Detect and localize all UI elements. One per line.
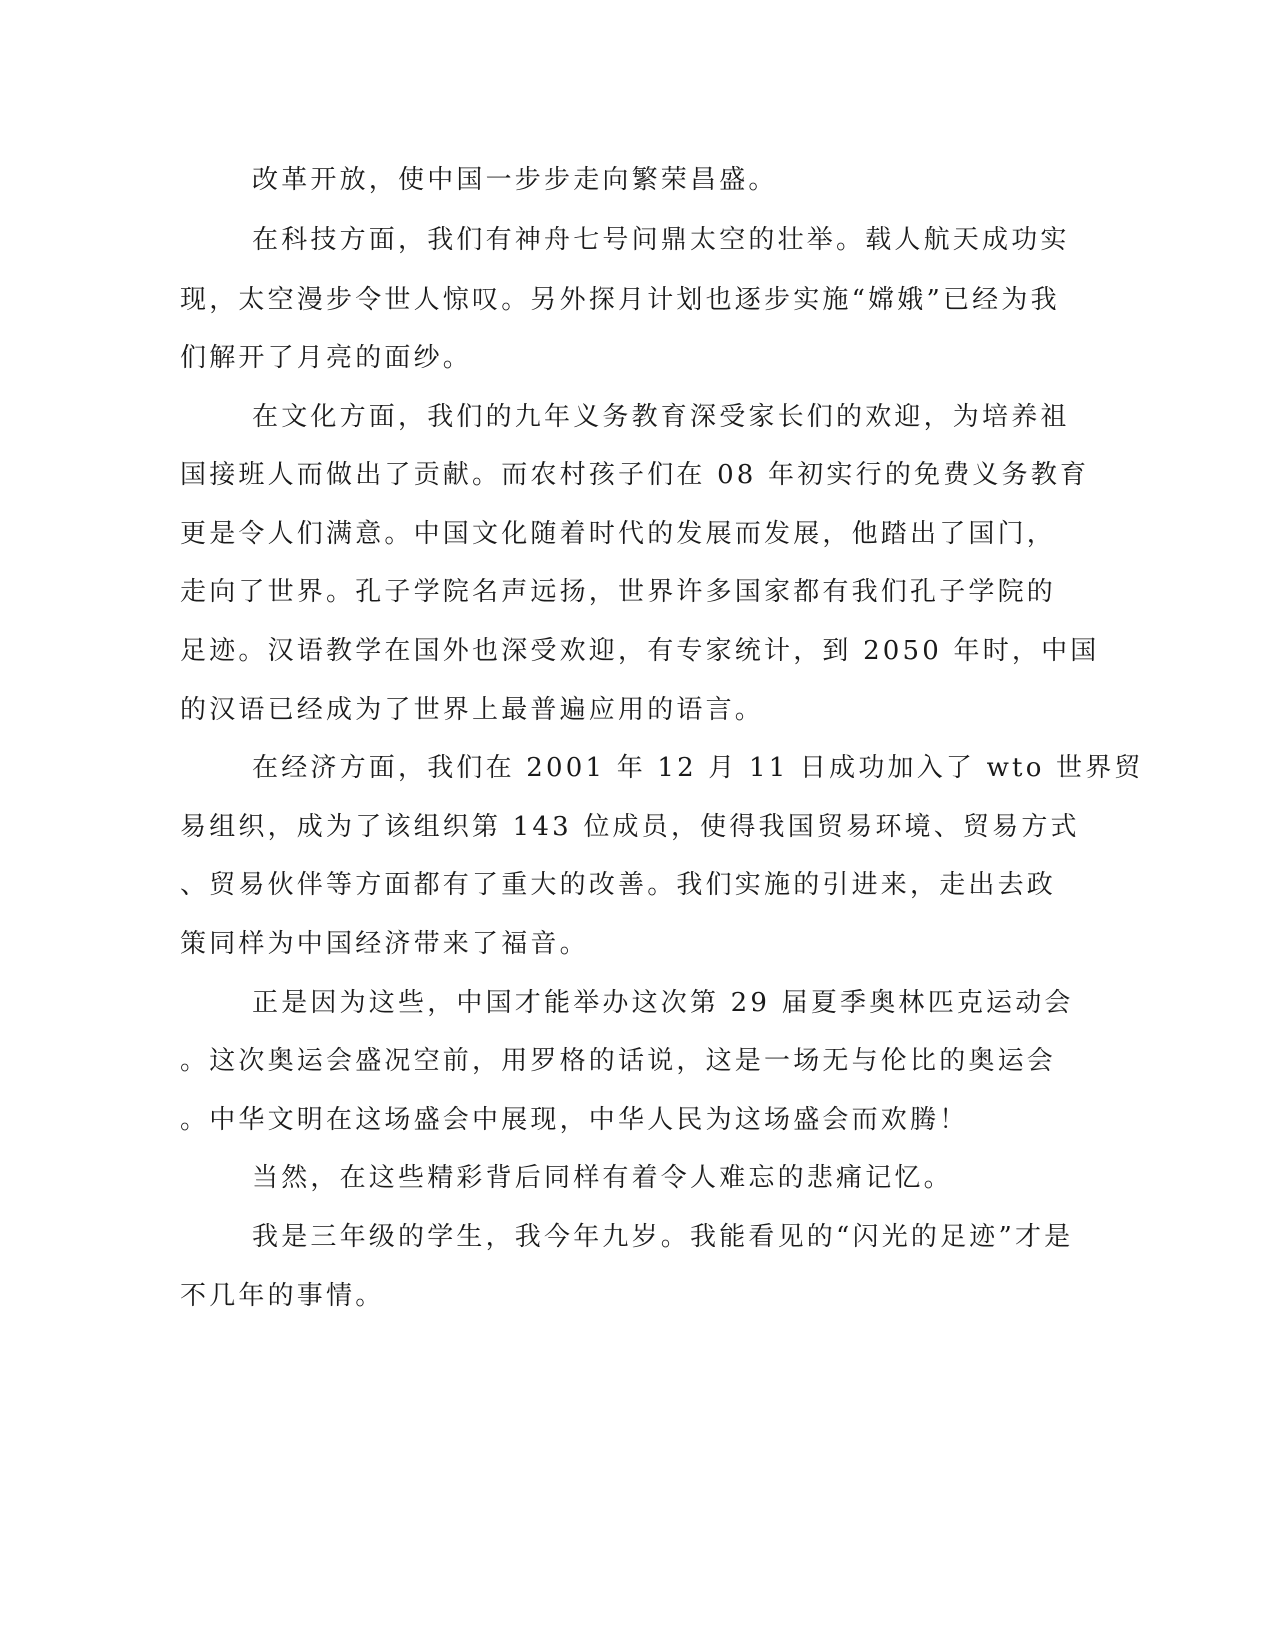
text-line: 足迹。汉语教学在国外也深受欢迎，有专家统计，到 2050 年时，中国 <box>180 636 1100 666</box>
text-line: 们解开了月亮的面纱。 <box>180 343 473 373</box>
text-line: 的汉语已经成为了世界上最普遍应用的语言。 <box>180 695 765 725</box>
text-line: 走向了世界。孔子学院名声远扬，世界许多国家都有我们孔子学院的 <box>180 577 1057 607</box>
text-line: 现，太空漫步令世人惊叹。另外探月计划也逐步实施“嫦娥”已经为我 <box>180 285 1060 315</box>
text-line: 正是因为这些，中国才能举办这次第 29 届夏季奥林匹克运动会 <box>252 988 1074 1018</box>
text-line: 。中华文明在这场盛会中展现，中华人民为这场盛会而欢腾！ <box>180 1105 969 1135</box>
text-line: 更是令人们满意。中国文化随着时代的发展而发展，他踏出了国门， <box>180 519 1057 549</box>
text-line: 国接班人而做出了贡献。而农村孩子们在 08 年初实行的免费义务教育 <box>180 460 1090 490</box>
text-line: 。这次奥运会盛况空前，用罗格的话说，这是一场无与伦比的奥运会 <box>180 1046 1057 1076</box>
text-line: 在文化方面，我们的九年义务教育深受家长们的欢迎，为培养祖 <box>252 402 1070 432</box>
text-line: 改革开放，使中国一步步走向繁荣昌盛。 <box>252 165 778 195</box>
text-line: 在经济方面，我们在 2001 年 12 月 11 日成功加入了 wto 世界贸 <box>252 753 1144 783</box>
text-line: 不几年的事情。 <box>180 1281 385 1311</box>
text-line: 我是三年级的学生，我今年九岁。我能看见的“闪光的足迹”才是 <box>252 1222 1074 1252</box>
text-line: 、贸易伙伴等方面都有了重大的改善。我们实施的引进来，走出去政 <box>180 870 1057 900</box>
text-line: 在科技方面，我们有神舟七号问鼎太空的壮举。载人航天成功实 <box>252 225 1070 255</box>
text-line: 策同样为中国经济带来了福音。 <box>180 929 589 959</box>
text-line: 易组织，成为了该组织第 143 位成员，使得我国贸易环境、贸易方式 <box>180 812 1080 842</box>
text-line: 当然，在这些精彩背后同样有着令人难忘的悲痛记忆。 <box>252 1163 953 1193</box>
